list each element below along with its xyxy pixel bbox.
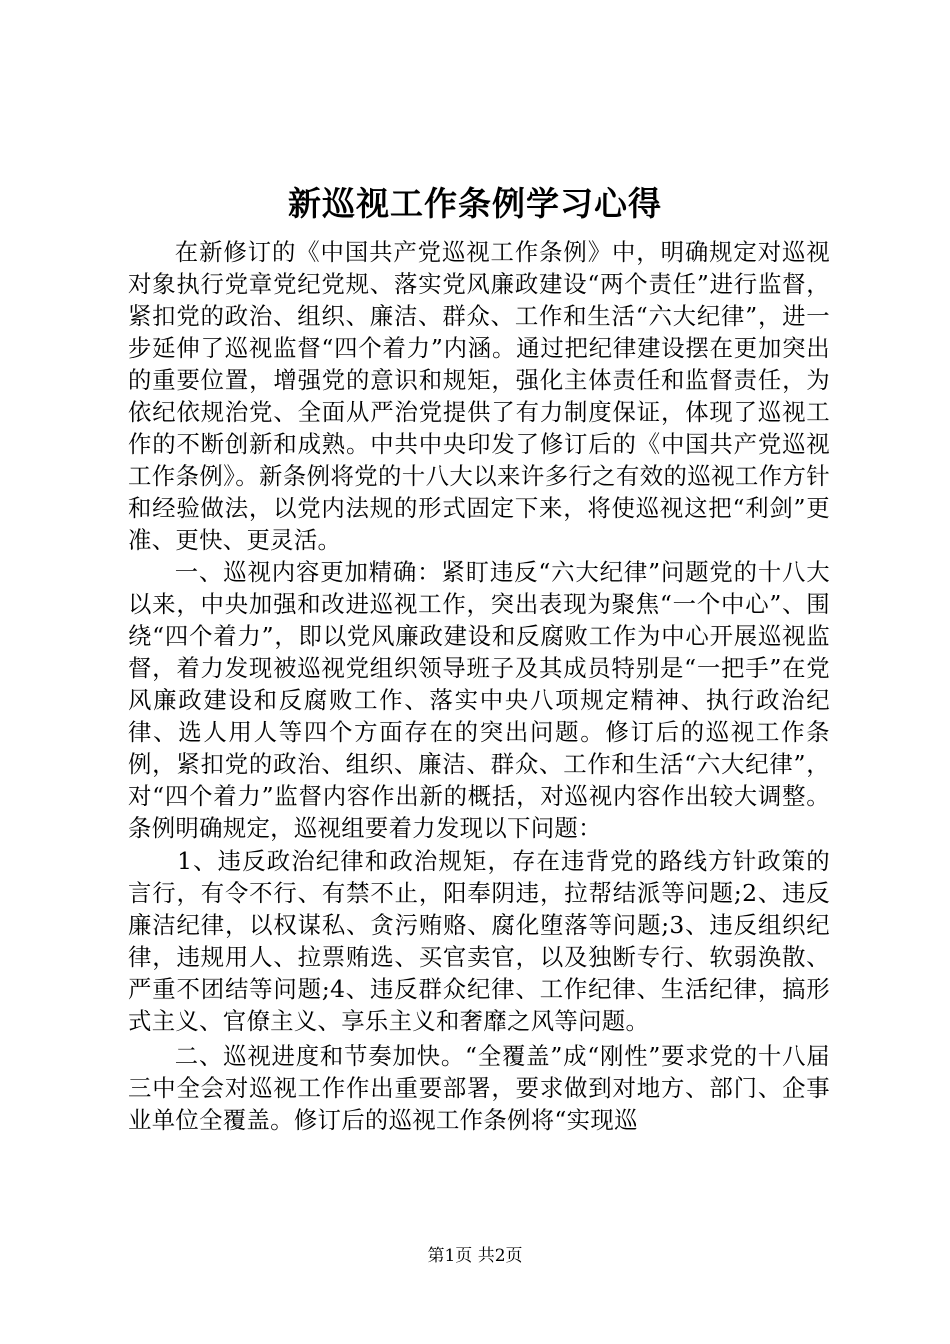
page-title: 新巡视工作条例学习心得	[288, 184, 662, 223]
page-footer: 第1页 共2页	[427, 1246, 523, 1266]
paragraph-section-one: 一、巡视内容更加精确：紧盯违反“六大纪律”问题党的十八大以来，中央加强和改进巡视工作，突出表现为聚焦“一个中心”、围绕“四个着力”，即以党风廉政建设和反腐败工作为中心开展巡视监督，着力发现被巡视党组织领导班子及其成员特别是“一把手”在党风廉政建设和反腐败工作、落实中央八项规定精神、执行政治纪律、选人用人等四个方面存在的突出问题。修订后的巡视工作条例，紧扣党的政治、组织、廉洁、群众、工作和生活“六大纪律”，对“四个着力”监督内容作出新的概括，对巡视内容作出较大调整。条例明确规定，巡视组要着力发现以下问题：	[128, 558, 830, 842]
paragraph-problem-list: 1、违反政治纪律和政治规矩，存在违背党的路线方针政策的言行，有令不行、有禁不止，阳奉阴违，拉帮结派等问题;2、违反廉洁纪律，以权谋私、贪污贿赂、腐化堕落等问题;3、违反组织纪律，违规用人、拉票贿选、买官卖官，以及独断专行、软弱涣散、严重不团结等问题;4、违反群众纪律、工作纪律、生活纪律，搞形式主义、官僚主义、享乐主义和奢靡之风等问题。	[128, 847, 830, 1035]
paragraph-section-two: 二、巡视进度和节奏加快。“全覆盖”成“刚性”要求党的十八届三中全会对巡视工作作出重要部署，要求做到对地方、部门、企事业单位全覆盖。修订后的巡视工作条例将“实现巡	[128, 1042, 830, 1134]
paragraph-intro: 在新修订的《中国共产党巡视工作条例》中，明确规定对巡视对象执行党章党纪党规、落实党风廉政建设“两个责任”进行监督，紧扣党的政治、组织、廉洁、群众、工作和生活“六大纪律”，进一步延伸了巡视监督“四个着力”内涵。通过把纪律建设摆在更加突出的重要位置，增强党的意识和规矩，强化主体责任和监督责任，为依纪依规治党、全面从严治党提供了有力制度保证，体现了巡视工作的不断创新和成熟。中共中央印发了修订后的《中国共产党巡视工作条例》。新条例将党的十八大以来许多行之有效的巡视工作方针和经验做法，以党内法规的形式固定下来，将使巡视这把“利剑”更准、更快、更灵活。	[128, 238, 830, 554]
document-body	[128, 236, 830, 1136]
